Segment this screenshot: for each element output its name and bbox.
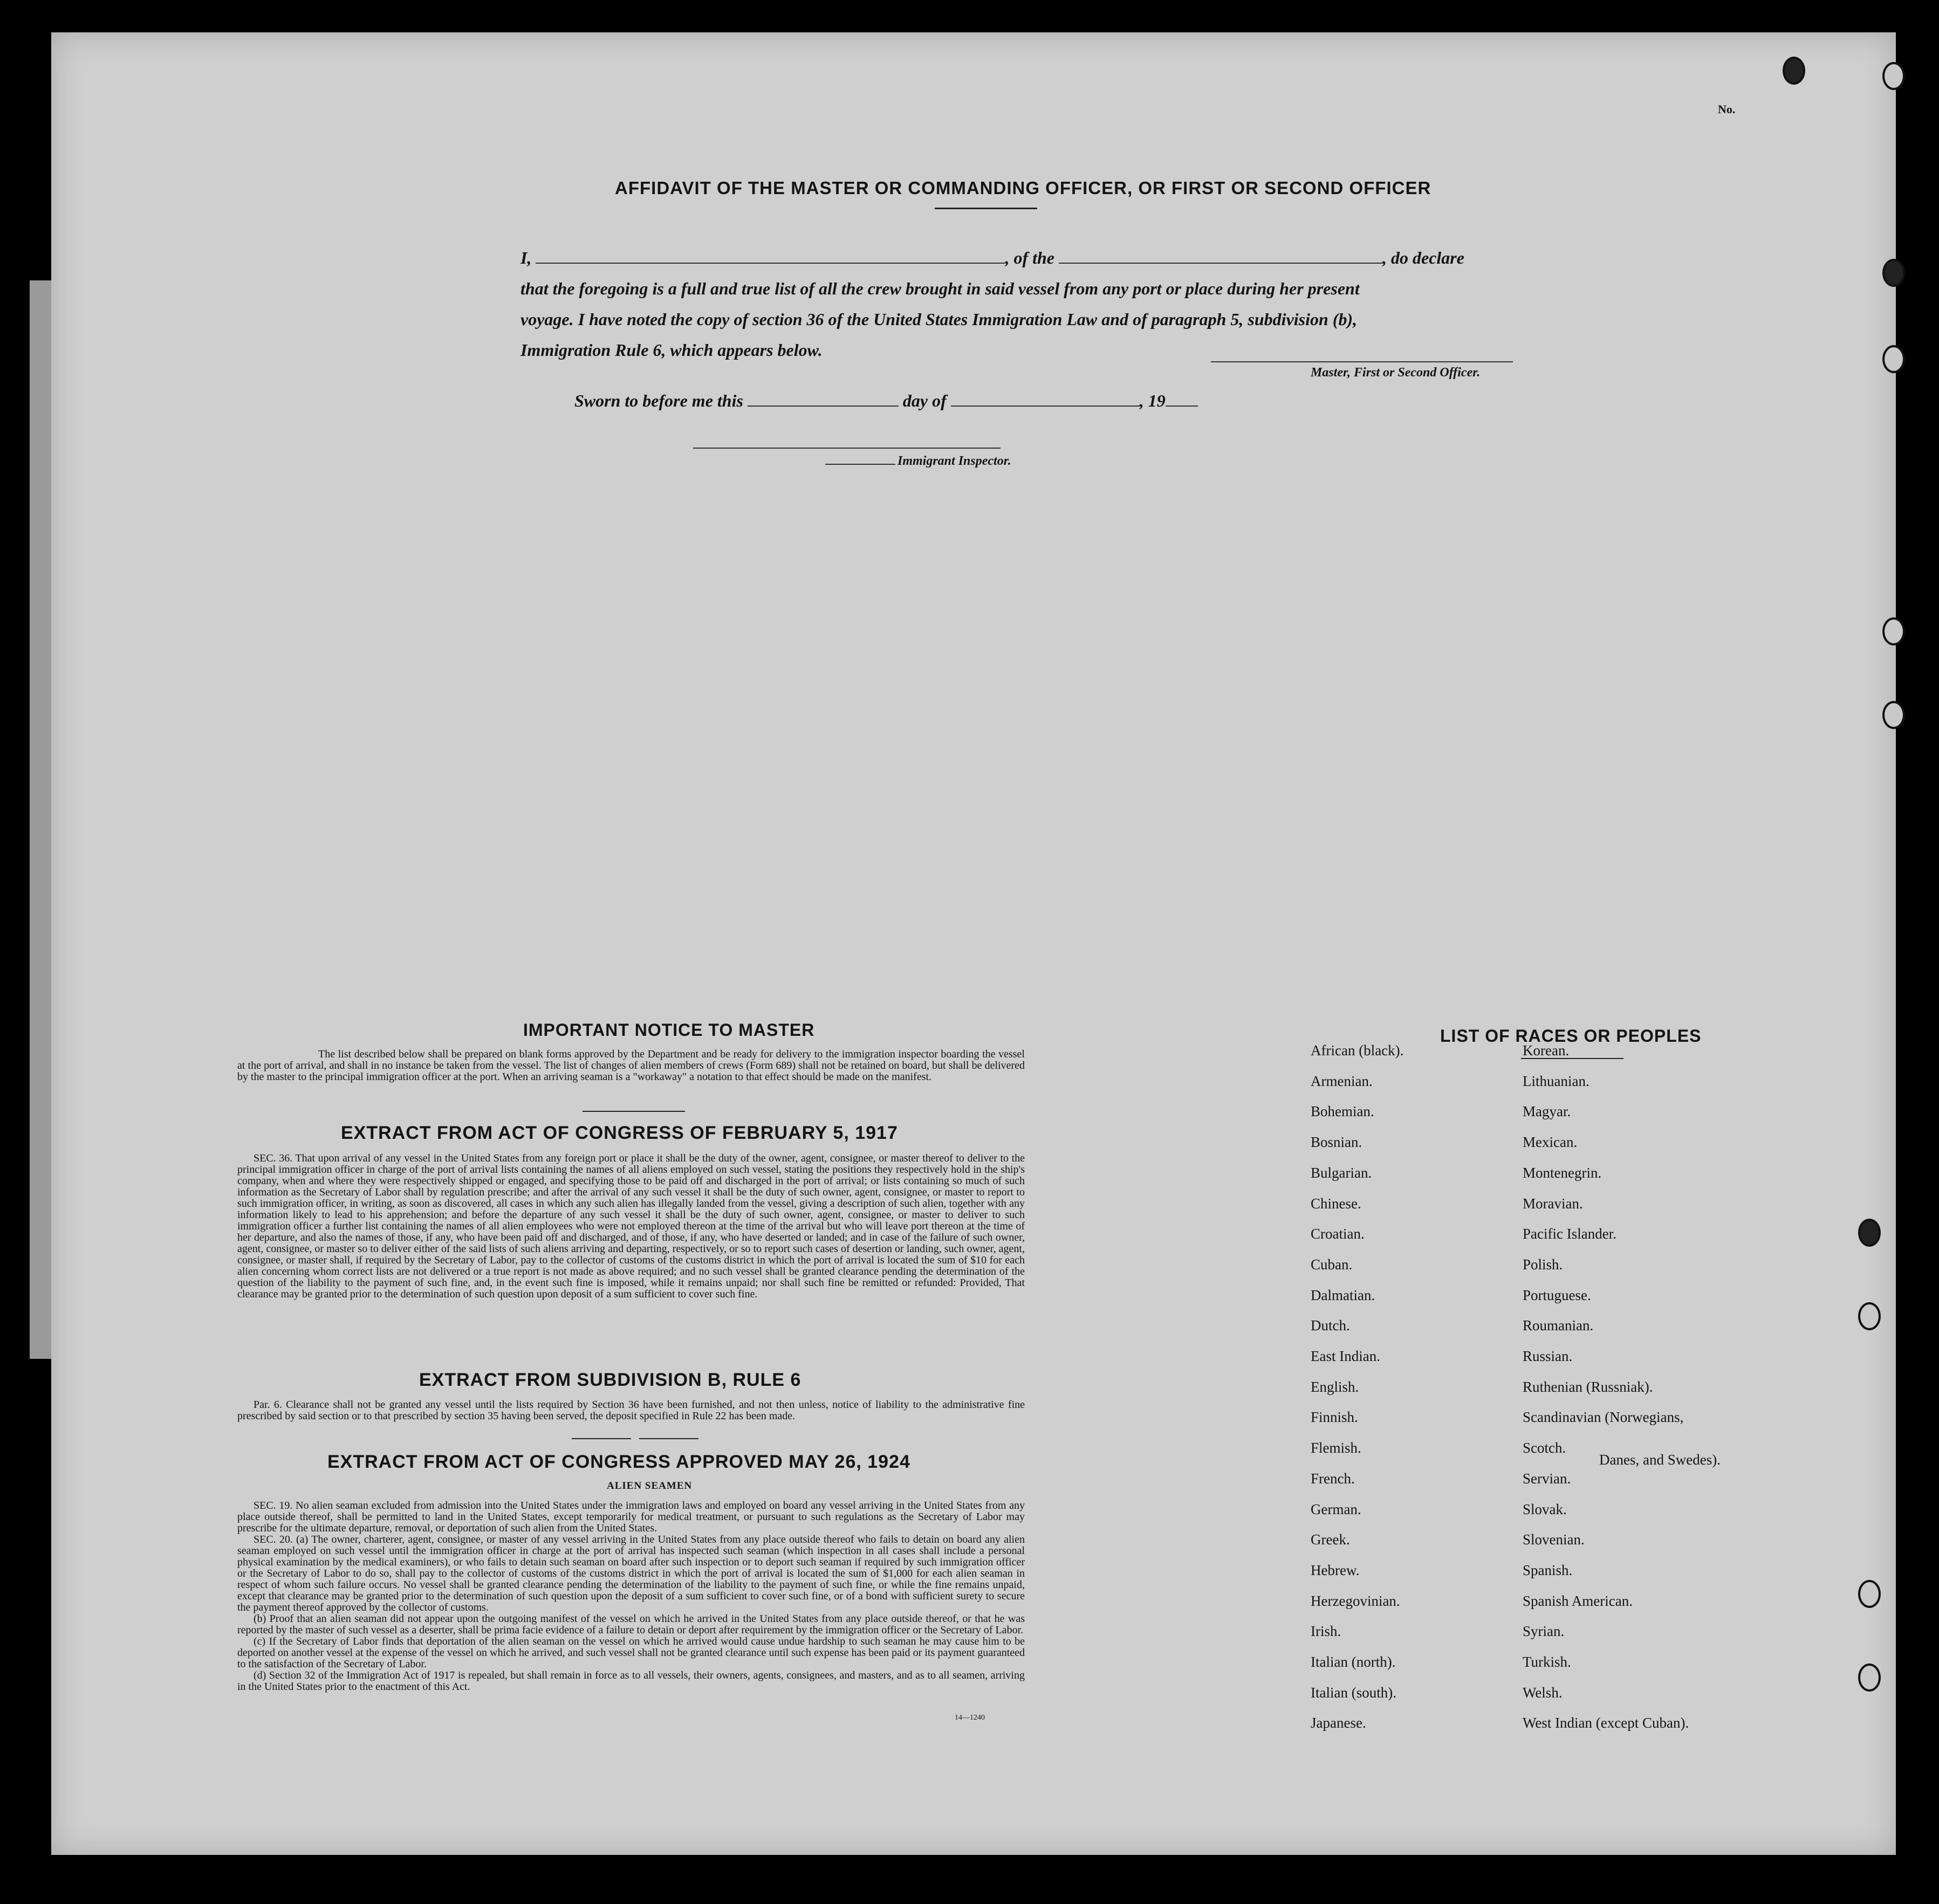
race-item: Montenegrin. [1523,1165,1602,1181]
extract-1924-p2: SEC. 20. (a) The owner, charterer, agent, consignee, or master of any vessel arriving in the United States from any place outside thereof who fails to detain on board any alien seaman employed on such vessel until the immigration officer in charge at the port of arrival has inspected such seaman (which inspection in all cases shall include a personal physical examination by the medical examiners), or who fails to detain such seaman on board after such inspection or to deport such seaman if required by such immigration officer or the Secretary of Labor to do so, shall pay to the collector of customs of the customs district in which the port of arrival is located the sum of $1,000 for each alien seaman in respect of whom such failure occurs. No vessel shall be granted clearance pending the determination of the liability to the payment of such fine, or while the fine remains unpaid, except that clearance may be granted prior to the determination of such question upon the deposit of a sum sufficient to cover such fine, or of a bond with sufficient surety to secure the payment thereof approved by the collector of customs. [237,1534,1025,1613]
section-rule [639,1438,698,1439]
race-item: Spanish American. [1523,1593,1633,1609]
race-item: Bohemian. [1311,1103,1374,1119]
race-item: Scotch. [1523,1440,1566,1456]
race-item: French. [1311,1470,1355,1487]
race-item: Greek. [1311,1531,1350,1548]
races-title: LIST OF RACES OR PEOPLES [1440,1026,1702,1046]
race-item: Slovak. [1523,1501,1567,1517]
race-item: Bulgarian. [1311,1165,1372,1181]
form-number: 14—1240 [955,1714,985,1722]
race-item: Roumanian. [1523,1317,1594,1334]
inspector-line [693,448,1001,449]
inspector-label: Immigrant Inspector. [897,454,1011,468]
punch-hole [1882,701,1905,729]
race-item: Italian (south). [1311,1685,1396,1701]
race-item: Herzegovinian. [1311,1593,1400,1609]
punch-hole [1882,345,1905,373]
extract-1924-body [237,1500,1025,1693]
punch-hole [1882,617,1905,645]
extract-1924-p1: SEC. 19. No alien seaman excluded from admission into the United States under the immigration laws and employed on board any vessel arriving in the United States from any place outside thereof, shall be permitted to land in the United States, except temporarily for medical treatment, or pursuant to such regulations as the Secretary of Labor may prescribe for the ultimate departure, removal, or deportation of such alien from the United States. [237,1500,1025,1534]
year-prefix: , 19 [1139,391,1166,410]
punch-hole [1858,1219,1881,1247]
inspector-label-row [825,454,1011,469]
race-item: Syrian. [1523,1623,1565,1639]
affidavit-of-the: , of the [1005,248,1054,267]
extract-rule6-text: Par. 6. Clearance shall not be granted any vessel until the lists required by Section 36 have been furnished, and not then unless, notice of liability to the administrative fine prescribed by said section or to that prescribed by section 35 having been served, the deposit specified in Rule 22 has been made. [237,1399,1025,1422]
race-item: Chinese. [1311,1195,1361,1212]
day-of: day of [902,391,947,410]
top-right-mark: No. [1718,102,1736,116]
inspector-dash [825,464,895,465]
year-blank [1166,405,1198,407]
race-item: Moravian. [1523,1195,1583,1212]
punch-hole [1858,1664,1881,1692]
month-blank [951,405,1140,407]
affidavit-line4: Immigration Rule 6, which appears below. [520,340,823,360]
punch-hole [1882,62,1905,90]
inspector-block [693,448,1011,469]
race-item: Spanish. [1523,1562,1573,1578]
race-item: Croatian. [1311,1226,1365,1242]
left-edge-strip [30,280,51,1359]
race-item: East Indian. [1311,1348,1380,1364]
signature-label: Master, First or Second Officer. [1311,366,1481,380]
race-item: German. [1311,1501,1361,1517]
race-item: Polish. [1523,1256,1563,1273]
race-item: Dalmatian. [1311,1287,1375,1303]
race-item: Flemish. [1311,1440,1361,1456]
race-item: Finnish. [1311,1409,1358,1425]
race-item: Scandinavian (Norwegians, [1523,1409,1684,1425]
document-sheet [51,32,1896,1855]
extract-1917-text: SEC. 36. That upon arrival of any vessel in the United States from any foreign port or place it shall be the duty of the owner, agent, consignee, or master thereof to deliver to the principal immigration officer in charge of the port of arrival lists containing the names of all aliens employed on such vessel, stating the positions they respectively hold in the ship's company, when and where they were respectively shipped or engaged, and specifying those to be paid off and discharged in the port of arrival; or lists containing so much of such information as the Secretary of Labor shall by regulation prescribe; and after the arrival of any such vessel it shall be the duty of such owner, agent, consignee, or master to report to such immigration officer, in writing, as soon as discovered, all cases in which any such alien has illegally landed from the vessel, giving a description of such alien, together with any information likely to lead to his apprehension; and before the departure of any such vessel it shall be the duty of such owner, agent, consignee, or master to deliver to such immigration officer a further list containing the names of all alien employees who were not employed thereon at the time of the arrival but who will leave port thereon at the time of her departure, and also the names of those, if any, who have been paid off and discharged, and of those, if any, who have deserted or landed; and in case of the failure of such owner, agent, consignee, or master so to deliver either of the said lists of such aliens arriving and departing, respectively, or so to report such cases of desertion or landing, such owner, agent, consignee, or master shall, if required by the Secretary of Labor, pay to the collector of customs of the customs district in which the port of arrival is located the sum of $10 for each alien concerning whom correct lists are not delivered or a true report is not made as above required; and no such vessel shall be granted clearance pending the determination of the question of the liability to the payment of such fine, and, in the event such fine is imposed, while it remains unpaid; nor shall such fine be remitted or refunded: Provided, That clearance may be granted prior to the determination of such question upon deposit of a sum sufficient to cover such fine. [237,1152,1025,1300]
race-item: Bosnian. [1311,1134,1362,1150]
race-item: Ruthenian (Russniak). [1523,1379,1653,1395]
race-item: Welsh. [1523,1685,1563,1701]
race-item: Pacific Islander. [1523,1226,1616,1242]
race-item: Armenian. [1311,1073,1373,1089]
race-item: Slovenian. [1523,1531,1585,1548]
punch-hole [1858,1302,1881,1330]
race-item: Irish. [1311,1623,1341,1639]
race-continuation: Danes, and Swedes). [1599,1452,1721,1468]
signature-line [1211,361,1513,362]
affidavit-line1 [520,243,1556,273]
affidavit-title: AFFIDAVIT OF THE MASTER OR COMMANDING OFFICER, OR FIRST OR SECOND OFFICER [615,178,1431,198]
extract-1924-subtitle: ALIEN SEAMEN [607,1480,693,1491]
sworn-text: Sworn to before me this [574,391,743,410]
punch-hole [1783,57,1805,85]
race-item: Korean. [1523,1042,1570,1058]
punch-hole [1858,1580,1881,1608]
section-rule [572,1438,631,1439]
extract-1924-title: EXTRACT FROM ACT OF CONGRESS APPROVED MAY 26, 1924 [327,1452,910,1472]
extract-1924-p4: (c) If the Secretary of Labor finds that deportation of the alien seaman on the vessel on which he arrived would cause undue hardship to such seaman he may cause him to be deported on another vessel at the expense of the vessel on which he arrived, and such vessel shall not be granted clearance until such expense has been paid or its payment guaranteed to the satisfaction of the Secretary of Labor. [237,1635,1025,1670]
name-blank [536,263,1005,264]
notice-title: IMPORTANT NOTICE TO MASTER [523,1020,815,1040]
race-item: Japanese. [1311,1715,1366,1731]
sworn-line [574,391,1198,411]
day-blank [748,405,899,407]
affidavit-line2: that the foregoing is a full and true list of all the crew brought in said vessel from any port or place during her present [520,279,1360,298]
race-item: Turkish. [1523,1654,1571,1670]
affidavit-i: I, [520,248,532,267]
race-item: Dutch. [1311,1317,1350,1334]
race-item: West Indian (except Cuban). [1523,1715,1689,1731]
race-item: Servian. [1523,1470,1571,1487]
race-item: Cuban. [1311,1256,1353,1273]
affidavit-line3: voyage. I have noted the copy of section 36 of the United States Immigration Law and of paragraph 5, subdivision (b), [520,310,1358,329]
extract-1924-p3: (b) Proof that an alien seaman did not appear upon the outgoing manifest of the vessel on which he arrived in the United States from any place outside thereof, or that he was reported by the master of such vessel as a deserter, shall be prima facie evidence of a failure to detain or deport after requirement by the immigration officer or the Secretary of Labor. [237,1613,1025,1636]
extract-1924-p5: (d) Section 32 of the Immigration Act of 1917 is repealed, but shall remain in force as to all vessels, their owners, agents, consignees, and masters, and as to all seamen, arriving in the United States prior to the enactment of this Act. [237,1669,1025,1693]
race-item: English. [1311,1379,1359,1395]
title-rule [935,208,1037,209]
race-item: Hebrew. [1311,1562,1360,1578]
race-item: Magyar. [1523,1103,1571,1119]
section-rule [583,1111,685,1112]
race-item: African (black). [1311,1042,1404,1058]
affidavit-declare: , do declare [1382,248,1464,267]
vessel-blank [1059,263,1382,264]
race-item: Italian (north). [1311,1654,1396,1670]
extract-rule6-title: EXTRACT FROM SUBDIVISION B, RULE 6 [419,1370,801,1390]
notice-text: The list described below shall be prepared on blank forms approved by the Department and be ready for delivery to the immigration inspector boarding the vessel at the port of arrival, and shall in no instance be taken from the vessel. The list of changes of alien members of crews (Form 689) shall not be retained on board, but shall be delivered by the master to the principal immigration officer at the port. When an arriving seaman is a "workaway" a notation to that effect should be made on the manifest. [237,1048,1025,1083]
race-item: Lithuanian. [1523,1073,1589,1089]
race-item: Russian. [1523,1348,1573,1364]
punch-hole [1882,259,1905,287]
race-item: Mexican. [1523,1134,1578,1150]
race-item: Portuguese. [1523,1287,1591,1303]
extract-1917-title: EXTRACT FROM ACT OF CONGRESS OF FEBRUARY 5, 1917 [341,1123,898,1143]
affidavit-body [520,243,1556,366]
signature-block [1211,361,1534,380]
